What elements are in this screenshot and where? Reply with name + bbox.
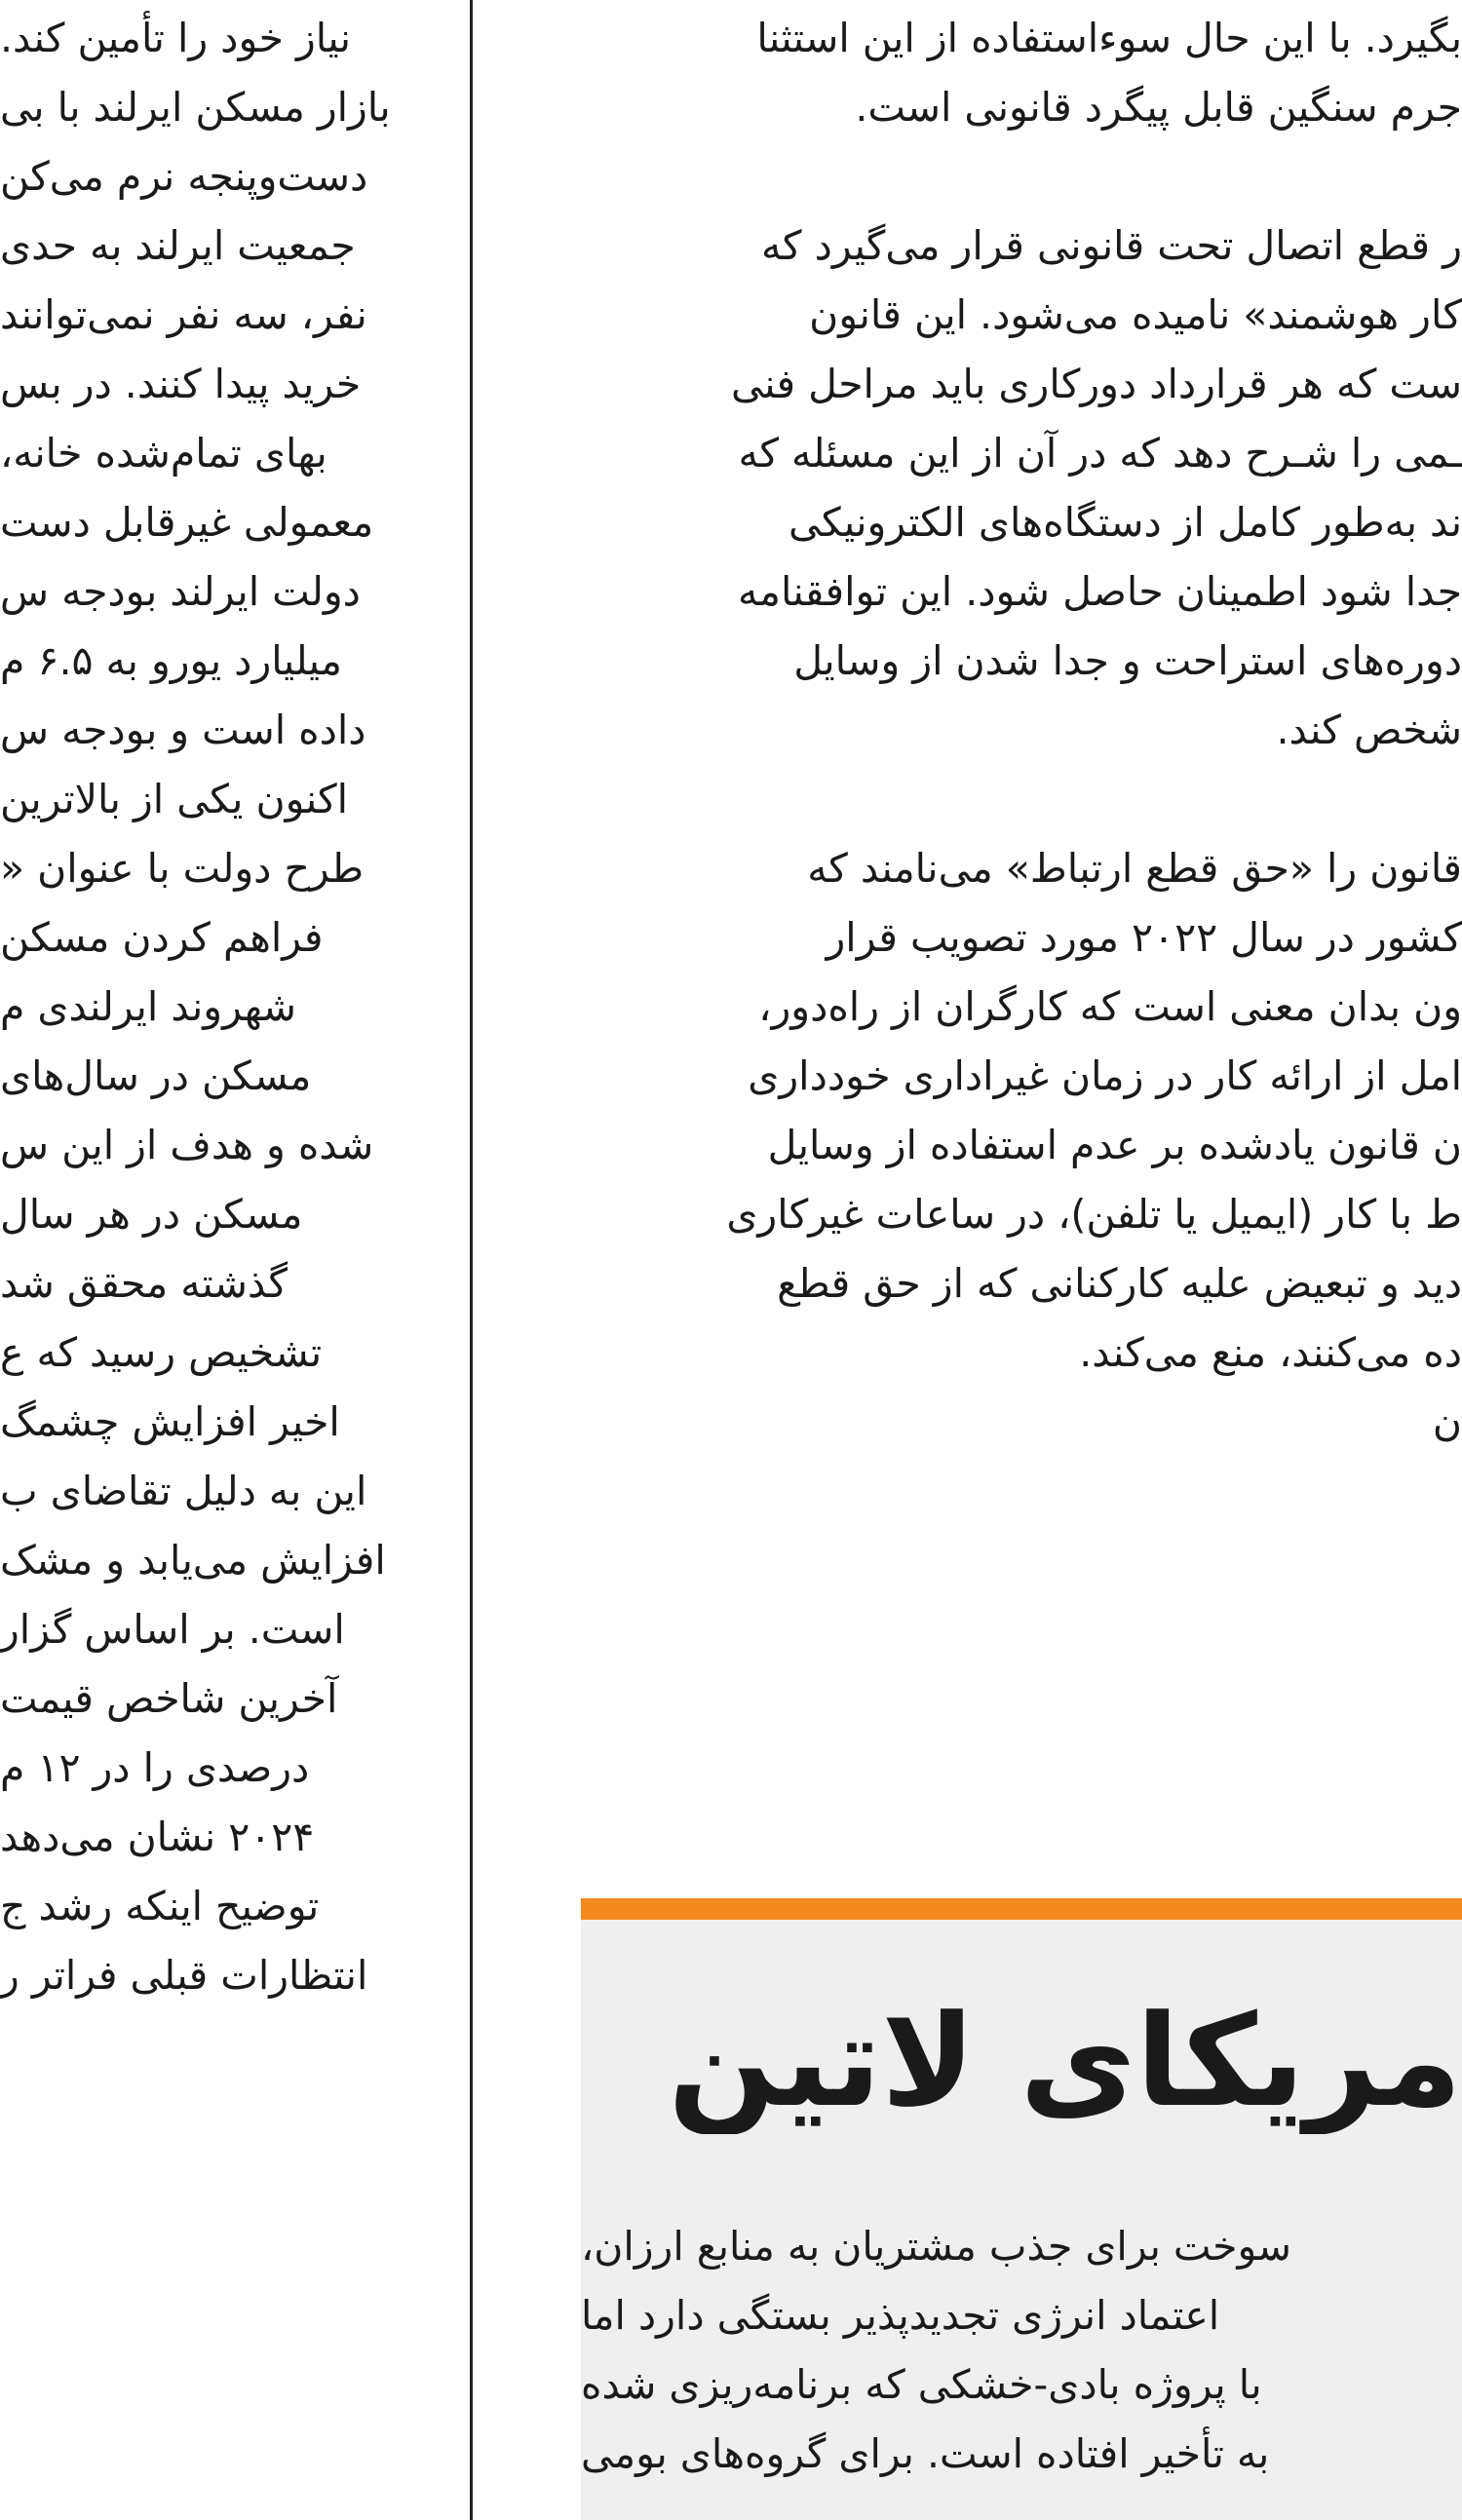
text-line-text: افزایش می‌یابد و مشک bbox=[0, 1537, 386, 1584]
text-line bbox=[0, 627, 466, 696]
text-line bbox=[581, 73, 1462, 142]
text-line bbox=[581, 4, 1462, 73]
text-line-text: طرح دولت با عنوان « bbox=[0, 845, 365, 892]
text-line bbox=[581, 488, 1462, 557]
text-line-text: توضیح اینکه رشد ج bbox=[0, 1883, 320, 1929]
paragraph-gap bbox=[581, 765, 1462, 834]
box-text-line bbox=[581, 2281, 1462, 2350]
feature-box-body bbox=[581, 2212, 1462, 2520]
text-line bbox=[0, 4, 466, 73]
text-line bbox=[581, 1249, 1462, 1318]
text-line-text: ر قطع اتصال تحت قانونی قرار می‌گیرد که bbox=[761, 222, 1462, 269]
text-line-text: مسکن در سال‌های bbox=[0, 1052, 312, 1099]
text-line bbox=[0, 1180, 466, 1249]
text-line-text: بگیرد. با این حال سوءاستفاده از این استثنا bbox=[756, 15, 1462, 61]
text-line-text: است. بر اساس گزار bbox=[0, 1606, 345, 1653]
text-line bbox=[0, 1042, 466, 1111]
text-line bbox=[581, 350, 1462, 419]
text-line bbox=[0, 1526, 466, 1595]
text-line-text: شده و هدف از این س bbox=[0, 1122, 374, 1168]
text-line bbox=[0, 973, 466, 1042]
text-line bbox=[0, 1388, 466, 1457]
text-line bbox=[0, 488, 466, 557]
text-line-text: تشخیص رسید که ع bbox=[0, 1329, 323, 1376]
text-line-text: آخرین شاخص قیمت bbox=[0, 1675, 338, 1722]
text-line-text: معمولی غیرقابل دست bbox=[0, 499, 374, 546]
text-line bbox=[0, 696, 466, 765]
box-text-line-text: با پروژه بادی-خشکی که برنامه‌ریزی شده bbox=[581, 2361, 1262, 2408]
text-line bbox=[0, 1872, 466, 1941]
text-line-text: جمعیت ایرلند به حدی bbox=[0, 222, 356, 269]
text-line-text: ن bbox=[1432, 1398, 1462, 1445]
text-line bbox=[581, 1388, 1462, 1457]
text-line bbox=[0, 281, 466, 350]
text-line-text: بازار مسکن ایرلند با بی bbox=[0, 84, 391, 131]
text-line-text: ون بدان معنی است که کارگران از راه‌دور، bbox=[758, 983, 1462, 1030]
text-line-text: اخیر افزایش چشمگ bbox=[0, 1398, 340, 1445]
text-line bbox=[0, 1803, 466, 1872]
text-line-text: بهای تمام‌شده خانه، bbox=[0, 430, 327, 477]
text-line bbox=[0, 1249, 466, 1318]
feature-box-title: مریکای لاتین bbox=[668, 1988, 1462, 2134]
text-line bbox=[581, 211, 1462, 281]
text-line-text: دولت ایرلند بودجه س bbox=[0, 568, 361, 615]
text-line-text: میلیارد یورو به ۶.۵ م bbox=[0, 637, 343, 684]
text-line bbox=[581, 1111, 1462, 1180]
text-line bbox=[0, 1941, 466, 2010]
text-line-text: فراهم کردن مسکن bbox=[0, 914, 324, 961]
text-line bbox=[0, 903, 466, 973]
text-line-text: ست که هر قرارداد دورکاری باید مراحل فنی bbox=[730, 361, 1462, 407]
text-line bbox=[581, 1318, 1462, 1388]
text-line bbox=[581, 903, 1462, 973]
column-divider bbox=[470, 0, 473, 2520]
text-line bbox=[0, 834, 466, 903]
text-line-text: دست‌وپنجه نرم می‌کن bbox=[0, 153, 368, 200]
text-line bbox=[0, 1664, 466, 1734]
text-line bbox=[0, 73, 466, 142]
text-line bbox=[0, 1734, 466, 1803]
box-text-line bbox=[581, 2212, 1462, 2281]
text-line-text: امل از ارائه کار در زمان غیراداری خودداری bbox=[748, 1052, 1462, 1099]
text-line-text: ده می‌کنند، منع می‌کند. bbox=[1079, 1329, 1462, 1376]
text-line-text: جرم سنگین قابل پیگرد قانونی است. bbox=[855, 84, 1462, 131]
text-line-text: ـمی را شـرح دهد که در آن از این مسئله که bbox=[738, 430, 1462, 477]
text-line bbox=[581, 973, 1462, 1042]
text-line bbox=[581, 419, 1462, 488]
text-line-text: اکنون یکی از بالاترین bbox=[0, 776, 349, 822]
text-line-text: کشور در سال ۲۰۲۲ مورد تصویب قرار bbox=[826, 914, 1462, 961]
text-line bbox=[581, 1042, 1462, 1111]
text-line-text: ۲۰۲۴ نشان می‌دهد bbox=[0, 1814, 315, 1860]
text-line bbox=[581, 834, 1462, 903]
text-line-text: شهروند ایرلندی م bbox=[0, 983, 296, 1030]
text-line-text: مسکن در هر سال bbox=[0, 1191, 303, 1238]
text-line-text: داده است و بودجه س bbox=[0, 706, 366, 753]
text-line-text: قانون را «حق قطع ارتباط» می‌نامند که bbox=[807, 845, 1462, 892]
text-line bbox=[0, 211, 466, 281]
text-line-text: جدا شود اطمینان حاصل شود. این توافقنامه bbox=[738, 568, 1462, 615]
section-accent-bar bbox=[581, 1898, 1462, 1920]
box-text-line bbox=[581, 2420, 1462, 2489]
box-text-line-text: به تأخیر افتاده است. برای گروه‌های بومی bbox=[581, 2430, 1270, 2477]
text-line-text: کار هوشمند» نامیده می‌شود. این قانون bbox=[809, 291, 1462, 338]
text-line-text: ند به‌طور کامل از دستگاه‌های الکترونیکی bbox=[788, 499, 1462, 546]
left-article-column bbox=[0, 4, 466, 2010]
text-line bbox=[0, 142, 466, 211]
box-text-line-text: سوخت برای جذب مشتریان به منابع ارزان، bbox=[581, 2223, 1292, 2270]
text-line-text: شخص کند. bbox=[1276, 706, 1462, 753]
text-line bbox=[581, 281, 1462, 350]
text-line bbox=[581, 696, 1462, 765]
text-line bbox=[0, 1111, 466, 1180]
text-line-text: ن قانون یادشده بر عدم استفاده از وسایل bbox=[767, 1122, 1462, 1168]
text-line bbox=[0, 419, 466, 488]
text-line bbox=[581, 1180, 1462, 1249]
right-article-column bbox=[581, 4, 1462, 1457]
text-line bbox=[0, 765, 466, 834]
text-line-text: نفر، سه نفر نمی‌توانند bbox=[0, 291, 367, 338]
text-line-text: درصدی را در ۱۲ م bbox=[0, 1744, 310, 1791]
text-line-text: نیاز خود را تأمین کند. bbox=[0, 15, 352, 61]
text-line-text: خرید پیدا کنند. در بس bbox=[0, 361, 362, 407]
text-line-text: انتظارات قبلی فراتر ر bbox=[0, 1952, 368, 1999]
box-text-line bbox=[581, 2350, 1462, 2420]
text-line bbox=[0, 557, 466, 627]
text-line-text: دوره‌های استراحت و جدا شدن از وسایل bbox=[793, 637, 1462, 684]
box-text-line-text: اعتماد انرژی تجدیدپذیر بستگی دارد اما bbox=[581, 2292, 1220, 2339]
text-line bbox=[0, 1595, 466, 1664]
text-line bbox=[581, 557, 1462, 627]
text-line-text: دید و تبعیض علیه کارکنانی که از حق قطع bbox=[777, 1260, 1462, 1307]
text-line-text: این به دلیل تقاضای ب bbox=[0, 1468, 367, 1514]
paragraph-gap bbox=[581, 142, 1462, 211]
text-line-text: گذشته محقق شد bbox=[0, 1260, 289, 1307]
text-line bbox=[581, 627, 1462, 696]
text-line bbox=[0, 1457, 466, 1526]
text-line bbox=[0, 1318, 466, 1388]
text-line-text: ط با کار (ایمیل یا تلفن)، در ساعات غیرکاری bbox=[726, 1191, 1462, 1238]
text-line bbox=[0, 350, 466, 419]
